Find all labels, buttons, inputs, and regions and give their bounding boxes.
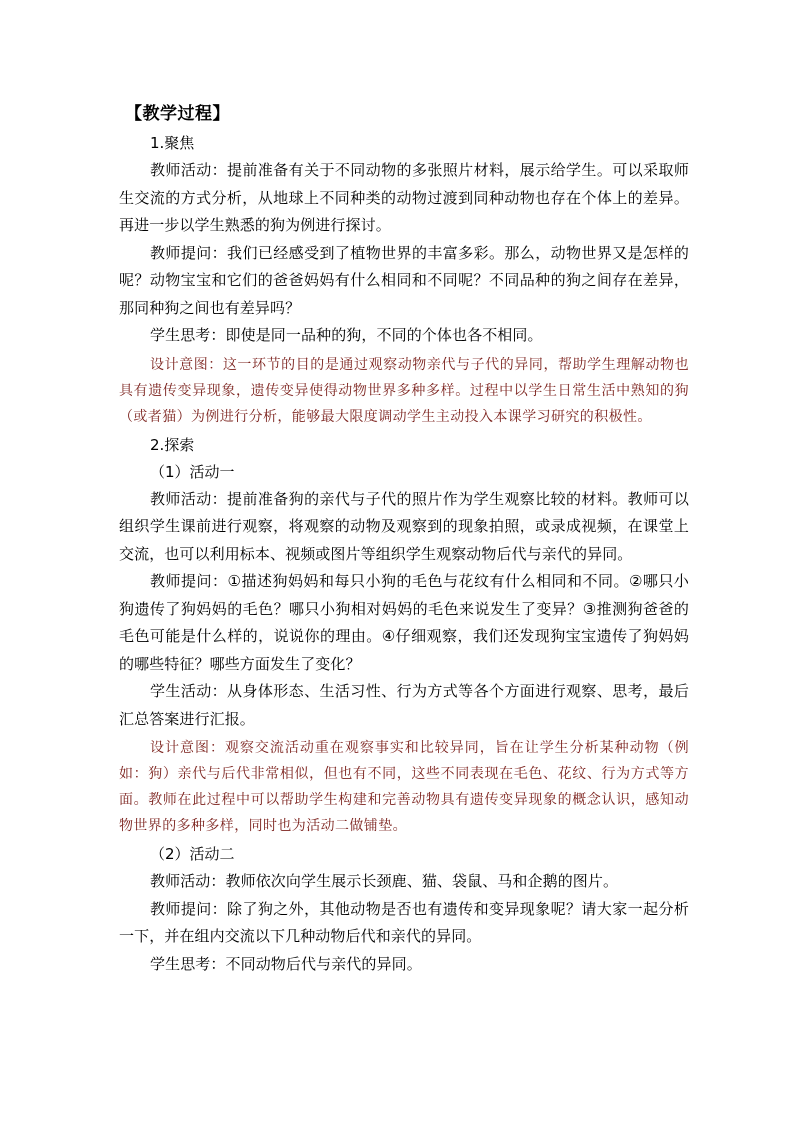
paragraph-student-thinking-1: 学生思考：即使是同一品种的狗，不同的个体也各不相同。 [150, 326, 543, 344]
document-body [119, 100, 689, 978]
paragraph-teacher-activity-2: 教师活动：提前准备狗的亲代与子代的照片作为学生观察比较的材料。教师可以组织学生课前进行观察，将观察的动物及观察到的现象拍照，或录成视频，在课堂上交流，也可以利用标本、视频或图片等组织学生观察动物后代与亲代的异同。 [119, 489, 689, 563]
activity-one-title: （1）活动一 [150, 462, 235, 481]
paragraph-student-activity-2: 学生活动：从身体形态、生活习性、行为方式等各个方面进行观察、思考，最后汇总答案进行汇报。 [119, 682, 689, 728]
paragraph-teacher-question-3: 教师提问：除了狗之外，其他动物是否也有遗传和变异现象呢？请大家一起分析一下，并在组内交流以下几种动物后代和亲代的异同。 [119, 899, 689, 945]
subsection-explore-title: 2.探索 [150, 435, 195, 454]
paragraph-student-thinking-3: 学生思考：不同动物后代与亲代的异同。 [150, 954, 422, 973]
subsection-focus-title: 1.聚焦 [150, 134, 195, 152]
paragraph-teacher-activity-3: 教师活动：教师依次向学生展示长颈鹿、猫、袋鼠、马和企鹅的图片。 [150, 872, 619, 890]
section-heading: 【教学过程】 [125, 104, 230, 124]
paragraph-teacher-activity-1: 教师活动：提前准备有关于不同动物的多张照片材料，展示给学生。可以采取师生交流的方式分析，从地球上不同种类的动物过渡到同种动物也存在个体上的差异。再进一步以学生熟悉的狗为例进行探讨。 [119, 161, 689, 234]
paragraph-teacher-question-2: 教师提问：①描述狗妈妈和每只小狗的毛色与花纹有什么相同和不同。②哪只小狗遗传了狗妈妈的毛色？哪只小狗相对妈妈的毛色来说发生了变异？③推测狗爸爸的毛色可能是什么样的，说说你的理由。④仔细观察，我们还发现狗宝宝遗传了狗妈妈的哪些特征？哪些方面发生了变化？ [119, 572, 689, 673]
activity-two-title: （2）活动二 [150, 845, 235, 863]
design-intent-1: 设计意图：这一环节的目的是通过观察动物亲代与子代的异同，帮助学生理解动物也具有遗传变异现象，遗传变异使得动物世界多种多样。过程中以学生日常生活中熟知的狗（或者猫）为例进行分析，能够最大限度调动学生主动投入本课学习研究的积极性。 [119, 356, 689, 425]
paragraph-teacher-question-1: 教师提问：我们已经感受到了植物世界的丰富多彩。那么，动物世界又是怎样的呢？动物宝宝和它们的爸爸妈妈有什么相同和不同呢？不同品种的狗之间存在差异，那同种狗之间也有差异吗？ [119, 243, 689, 317]
design-intent-2: 设计意图：观察交流活动重在观察事实和比较异同，旨在让学生分析某种动物（例如：狗）亲代与后代非常相似，但也有不同，这些不同表现在毛色、花纹、行为方式等方面。教师在此过程中可以帮助学生构建和完善动物具有遗传变异现象的概念认识，感知动物世界的多种多样，同时也为活动二做铺垫。 [119, 740, 689, 834]
